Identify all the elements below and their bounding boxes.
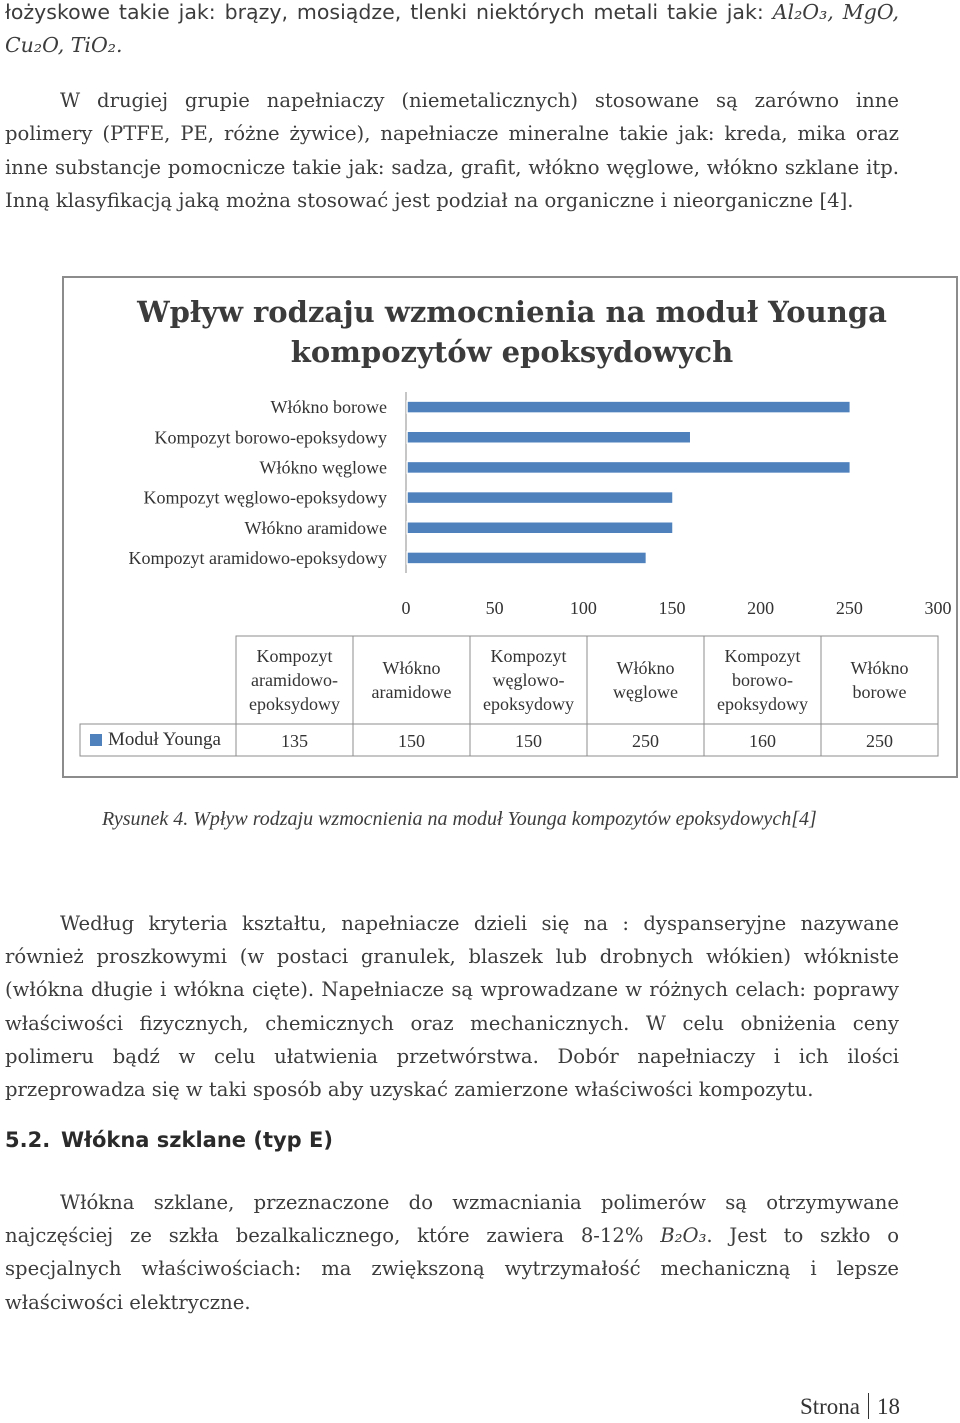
formula-cu2o: Cu₂O, xyxy=(5,33,71,58)
x-tick-label-3: 150 xyxy=(658,598,686,618)
category-label-1: Włókno aramidowe xyxy=(244,517,387,538)
table-header-2: węglowo- xyxy=(492,670,565,690)
bar-2 xyxy=(407,492,673,504)
table-header-4: Kompozyt xyxy=(724,646,801,666)
formula-mgo: MgO, xyxy=(842,0,899,24)
formula-b2o3: B₂O₃ xyxy=(660,1224,707,1248)
table-header-5: Włókno xyxy=(850,658,909,678)
paragraph-fillers: W drugiej grupie napełniaczy (niemetalicznych) stosowane są zarówno inne polimery (PTFE, PE, różne żywice), napełniacze mineralne takie jak: kreda, mika oraz inne substancje pomocnicze takie jak: sadza, grafit, włókno węglowe, włókno szklane itp. Inną klasyfikacją jaką można stosować jest podział na organiczne i nieorganiczne [4]. xyxy=(5,89,899,212)
table-header-4: epoksydowy xyxy=(717,694,808,714)
table-header-5: borowe xyxy=(852,682,907,702)
x-tick-label-4: 200 xyxy=(747,598,775,618)
legend-label: Moduł Younga xyxy=(108,729,221,750)
table-header-0: epoksydowy xyxy=(249,694,340,714)
category-label-5: Włókno borowe xyxy=(270,397,387,418)
page-footer xyxy=(800,1393,900,1420)
paragraph-continuation xyxy=(5,0,899,62)
paragraph-glass-fibers xyxy=(5,1186,899,1319)
figure-caption: Rysunek 4. Wpływ rodzaju wzmocnienia na moduł Younga kompozytów epoksydowych[4] xyxy=(102,808,817,830)
table-header-3: węglowe xyxy=(613,682,678,702)
bar-1 xyxy=(407,522,673,534)
chart-figure xyxy=(62,276,958,778)
table-header-1: aramidowe xyxy=(371,682,452,702)
table-value-1: 150 xyxy=(398,731,425,751)
table-value-2: 150 xyxy=(515,731,542,751)
footer-separator xyxy=(868,1393,869,1419)
formula-al2o3: Al₂O₃, xyxy=(772,0,843,24)
table-header-0: Kompozyt xyxy=(256,646,333,666)
table-header-4: borowo- xyxy=(732,670,793,690)
footer-label: Strona xyxy=(799,1394,860,1419)
paragraph-glass-text-after: . Jest to szkło o specjalnych właściwościach: ma zwiększoną wytrzymałość mechaniczną i lepsze właściwości elektryczne. xyxy=(5,1224,899,1314)
formula-tio2: TiO₂. xyxy=(70,33,123,58)
page-number: 18 xyxy=(877,1394,900,1419)
x-tick-label-5: 250 xyxy=(835,598,863,618)
bar-3 xyxy=(407,461,850,473)
category-label-4: Kompozyt borowo-epoksydowy xyxy=(154,427,387,448)
paragraph-text: łożyskowe takie jak: brązy, mosiądze, tlenki niektórych metali takie jak: xyxy=(5,0,764,24)
bar-chart xyxy=(64,278,956,776)
table-value-3: 250 xyxy=(632,731,659,751)
table-value-4: 160 xyxy=(749,731,776,751)
table-header-3: Włókno xyxy=(616,658,675,678)
bar-5 xyxy=(407,401,850,413)
section-number: 5.2. xyxy=(5,1128,51,1152)
table-header-2: Kompozyt xyxy=(490,646,567,666)
paragraph-glass-text-before: Włókna szklane, przeznaczone do wzmacniania polimerów są otrzymywane najczęściej ze szkła bezalkalicznego, które zawiera 8-12% xyxy=(5,1191,899,1248)
bar-0 xyxy=(407,552,646,564)
table-value-0: 135 xyxy=(281,731,308,751)
category-label-3: Włókno węglowe xyxy=(259,457,387,478)
category-label-0: Kompozyt aramidowo-epoksydowy xyxy=(128,547,387,568)
legend-swatch xyxy=(90,734,102,746)
x-tick-label-6: 300 xyxy=(924,598,952,618)
chart-title-line1: Wpływ rodzaju wzmocnienia na moduł Younga xyxy=(137,295,887,329)
table-header-1: Włókno xyxy=(382,658,441,678)
table-header-0: aramidowo- xyxy=(251,670,338,690)
x-tick-label-2: 100 xyxy=(569,598,597,618)
section-heading xyxy=(5,1128,333,1152)
x-tick-label-1: 50 xyxy=(485,598,504,618)
x-tick-label-0: 0 xyxy=(401,598,411,618)
section-title: Włókna szklane (typ E) xyxy=(61,1128,333,1152)
table-value-5: 250 xyxy=(866,731,893,751)
chart-title-line2: kompozytów epoksydowych xyxy=(290,335,734,369)
table-header-2: epoksydowy xyxy=(483,694,574,714)
paragraph-shape-criteria: Według kryteria kształtu, napełniacze dzieli się na : dyspanseryjne nazywane również proszkowymi (w postaci granulek, blaszek lub drobnych włókien) włókniste (włókna długie i włókna cięte). Napełniacze są wprowadzane w różnych celach: poprawy właściwości fizycznych, chemicznych oraz mechanicznych. W celu obniżenia ceny polimeru bądź w celu ułatwienia przetwórstwa. Dobór napełniaczy i ich ilości przeprowadza się w taki sposób aby uzyskać zamierzone właściwości kompozytu. xyxy=(5,912,899,1102)
category-label-2: Kompozyt węglowo-epoksydowy xyxy=(143,487,387,508)
bar-4 xyxy=(407,431,691,443)
